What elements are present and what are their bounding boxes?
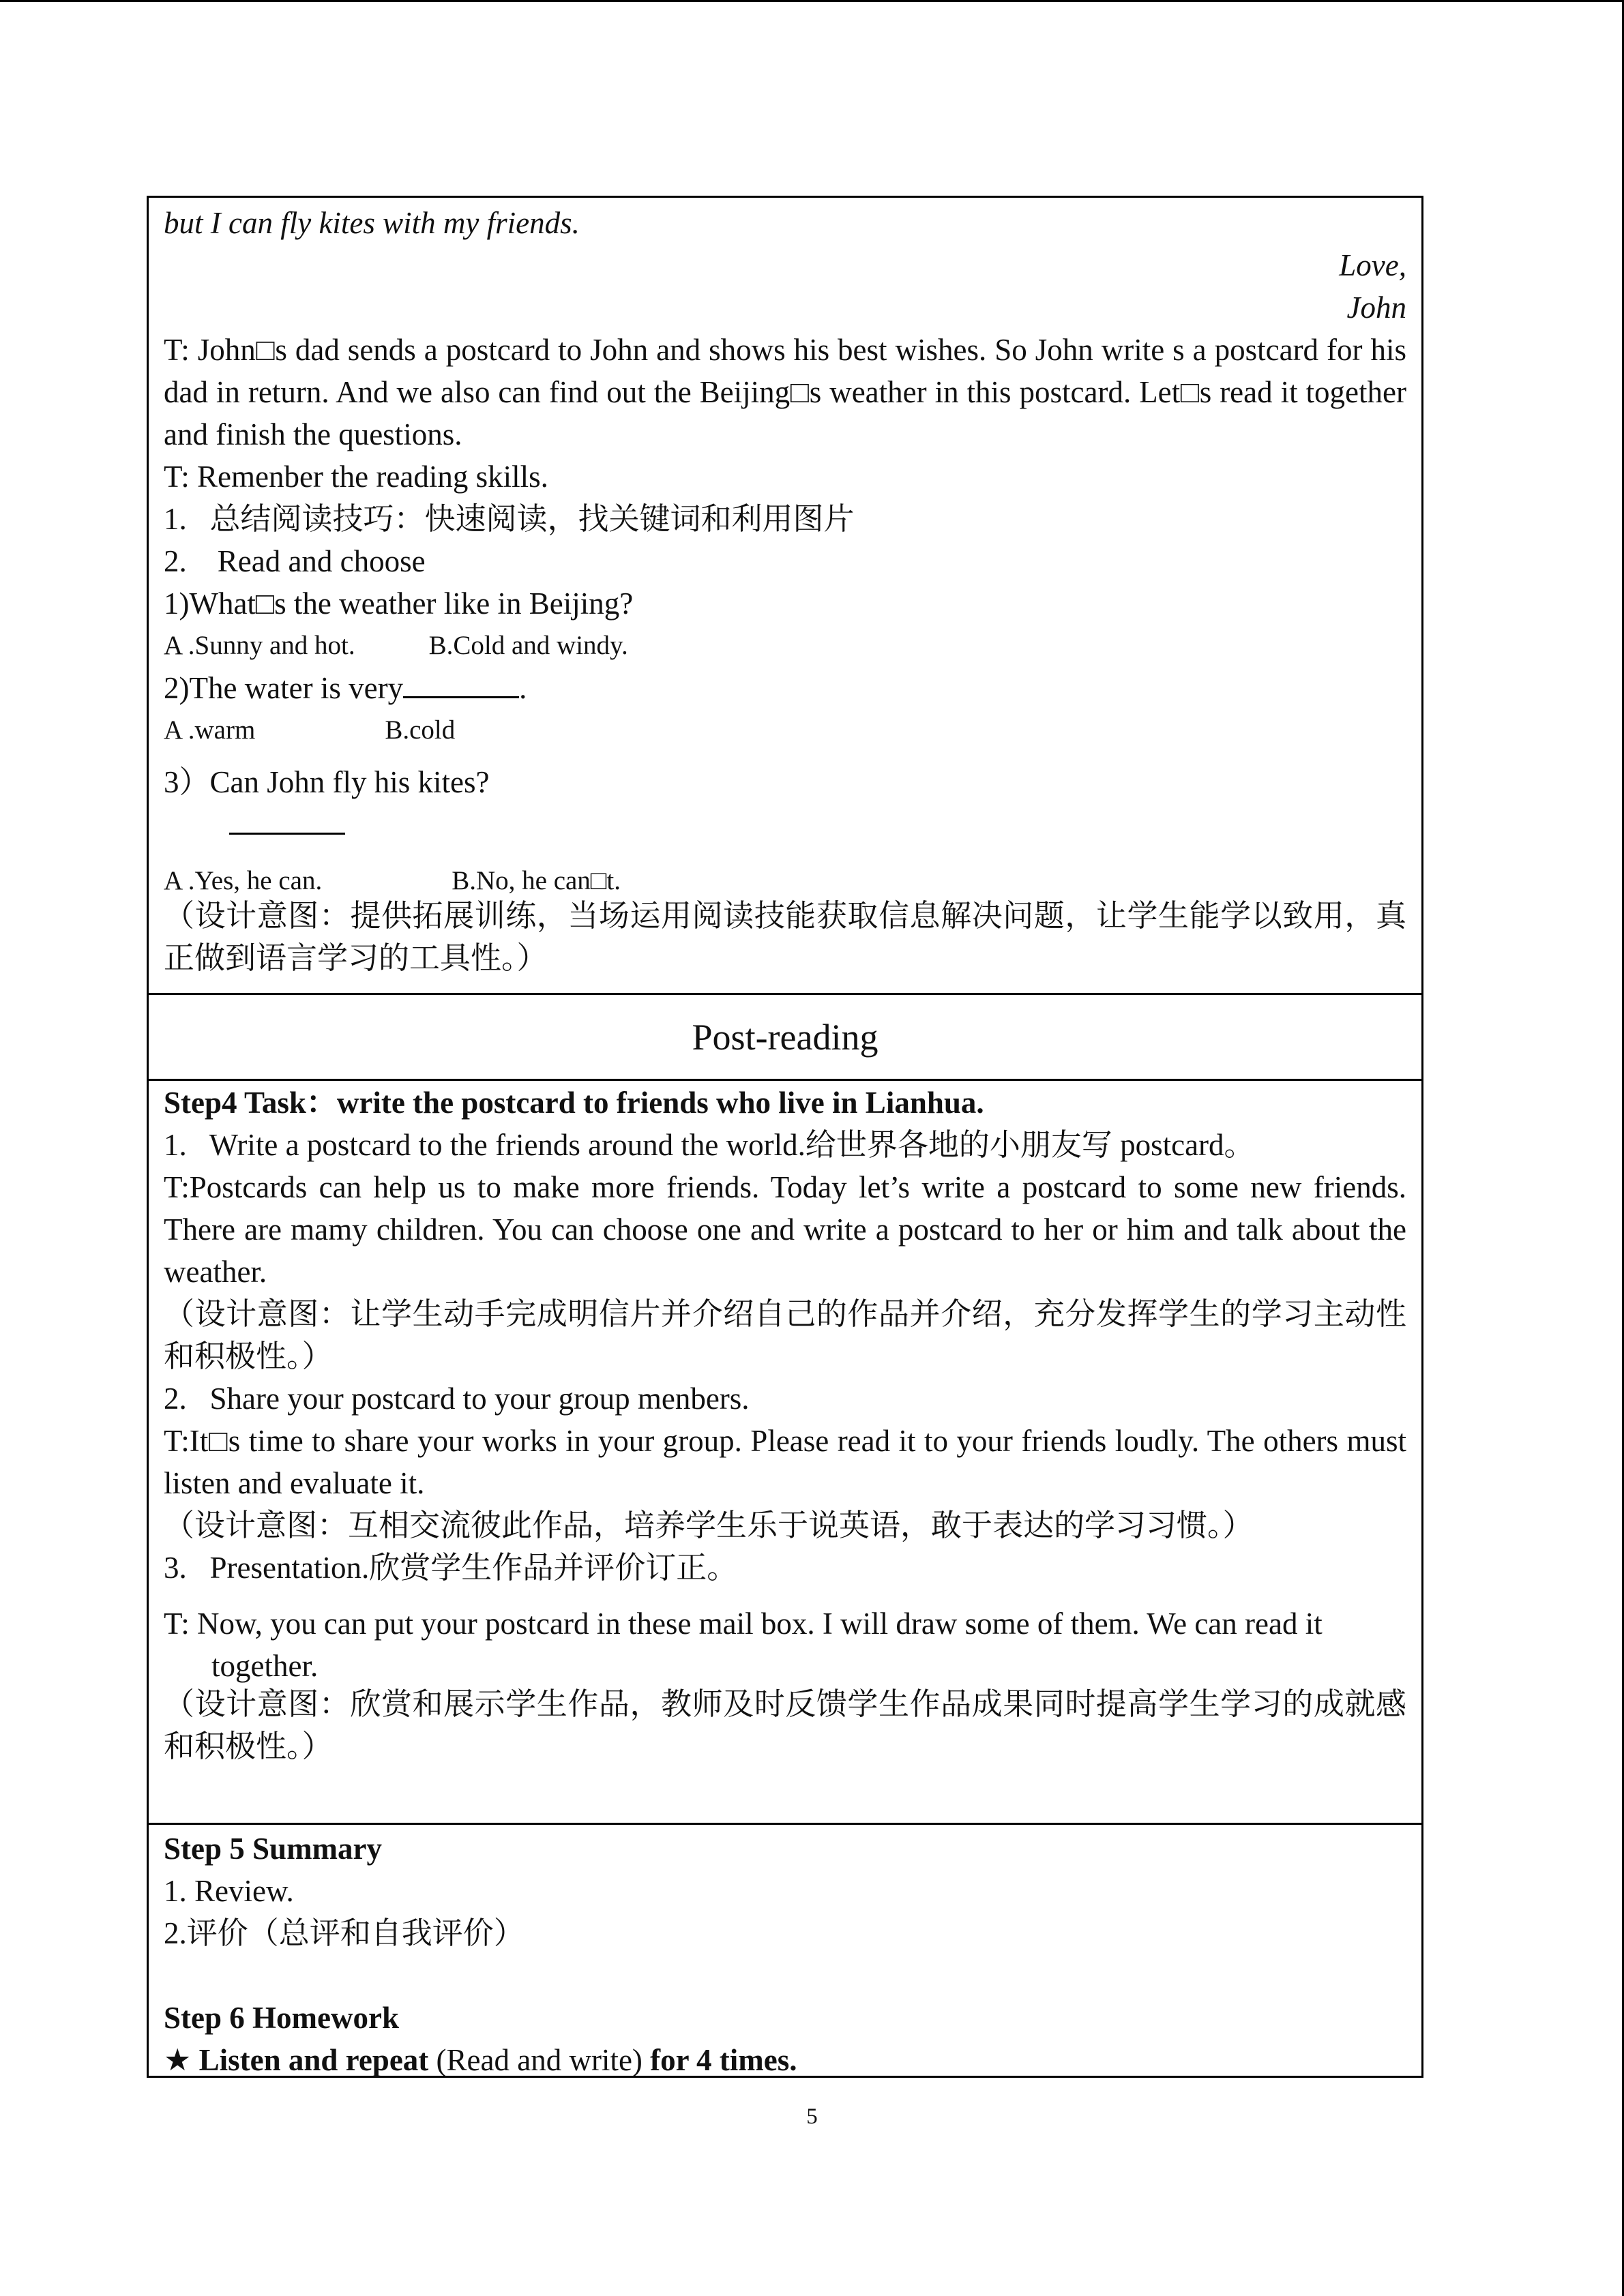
reading-section (164, 202, 1406, 979)
teacher-instruction: T: Now, you can put your postcard in these mail box. I will draw some of them. We can read it (164, 1607, 1323, 1641)
page-number: 5 (806, 2104, 818, 2129)
teacher-remark: T: Remenber the reading skills. (164, 460, 548, 494)
teacher-instruction: T: John□s dad sends a postcard to John and shows his best wishes. So John write s a postcard for his dad in return. And we also can find out the Beijing□s weather in this postcard. Let□s read it together and finish the questions. (164, 333, 1406, 451)
question-3-options (164, 867, 1406, 895)
star-icon: ★ (164, 2043, 192, 2077)
question-2: 2)The water is very . (164, 667, 1406, 709)
design-intent: （设计意图：让学生动手完成明信片并介绍自己的作品并介绍，充分发挥学生的学习主动性和积极性。） (164, 1297, 1406, 1373)
option-b: B.Cold and windy. (428, 631, 628, 660)
list-item: 2. Share your postcard to your group menbers. (164, 1382, 750, 1416)
row-divider (149, 1079, 1421, 1081)
page-top-border (0, 0, 1624, 2)
answer-blank (229, 804, 345, 835)
option-a: A .Yes, he can. (164, 866, 323, 895)
postcard-text: but I can fly kites with my friends. (164, 206, 580, 240)
teacher-instruction: T:It□s time to share your works in your group. Please read it to your friends loudly. The others must listen and evaluate it. (164, 1424, 1406, 1500)
design-intent: （设计意图：欣赏和展示学生作品，教师及时反馈学生作品成果同时提高学生学习的成就感和积极性。） (164, 1687, 1406, 1763)
postcard-closing: Love, (1339, 248, 1406, 282)
design-intent: （设计意图：互相交流彼此作品，培养学生乐于说英语，敢于表达的学习习惯。） (164, 1508, 1254, 1542)
step5-title: Step 5 Summary (164, 1832, 383, 1866)
section-heading: Post-reading (692, 1017, 879, 1058)
spacer (164, 1954, 1406, 1997)
teacher-instruction-cont: together. (211, 1649, 319, 1683)
step4-section (164, 1082, 1406, 1768)
step6-title: Step 6 Homework (164, 2001, 399, 2035)
list-item: 3. Presentation.欣赏学生作品并评价订正。 (164, 1551, 738, 1585)
list-item: 2.评价（总评和自我评价） (164, 1916, 525, 1950)
teacher-instruction: T:Postcards can help us to make more friends. Today let’s write a postcard to some new friends. There are mamy children. You can choose one and write a postcard to her or him and talk about the weather. (164, 1170, 1406, 1289)
list-item: 1. Review. (164, 1874, 294, 1908)
question-3-blank-row (164, 803, 1406, 863)
list-item: 1. Write a postcard to the friends around the world.给世界各地的小朋友写 postcard。 (164, 1128, 1255, 1162)
list-item: 2. Read and choose (164, 544, 426, 578)
postcard-signature: John (1346, 290, 1406, 325)
summary-section (164, 1828, 1406, 2081)
row-divider (149, 1823, 1421, 1825)
step4-title: Step4 Task：write the postcard to friends who live in Lianhua. (164, 1086, 984, 1120)
answer-blank (403, 668, 519, 698)
option-b: B.No, he can□t. (452, 866, 621, 895)
question-2-options (164, 709, 1406, 751)
question-3: 3）Can John fly his kites? (164, 765, 490, 799)
question-1-options (164, 625, 1406, 667)
design-intent: （设计意图：提供拓展训练，当场运用阅读技能获取信息解决问题，让学生能学以致用，真正做到语言学习的工具性。） (164, 899, 1406, 975)
question-1: 1)What□s the weather like in Beijing? (164, 586, 634, 621)
option-b: B.cold (385, 715, 456, 745)
lesson-table (147, 196, 1423, 2078)
row-divider (149, 993, 1421, 995)
option-a: A .Sunny and hot. (164, 631, 355, 660)
list-item: 1. 总结阅读技巧：快速阅读，找关键词和利用图片 (164, 502, 855, 536)
option-a: A .warm (164, 715, 256, 745)
homework-item: ★ Listen and repeat (Read and write) for 4 times. (164, 2043, 797, 2077)
